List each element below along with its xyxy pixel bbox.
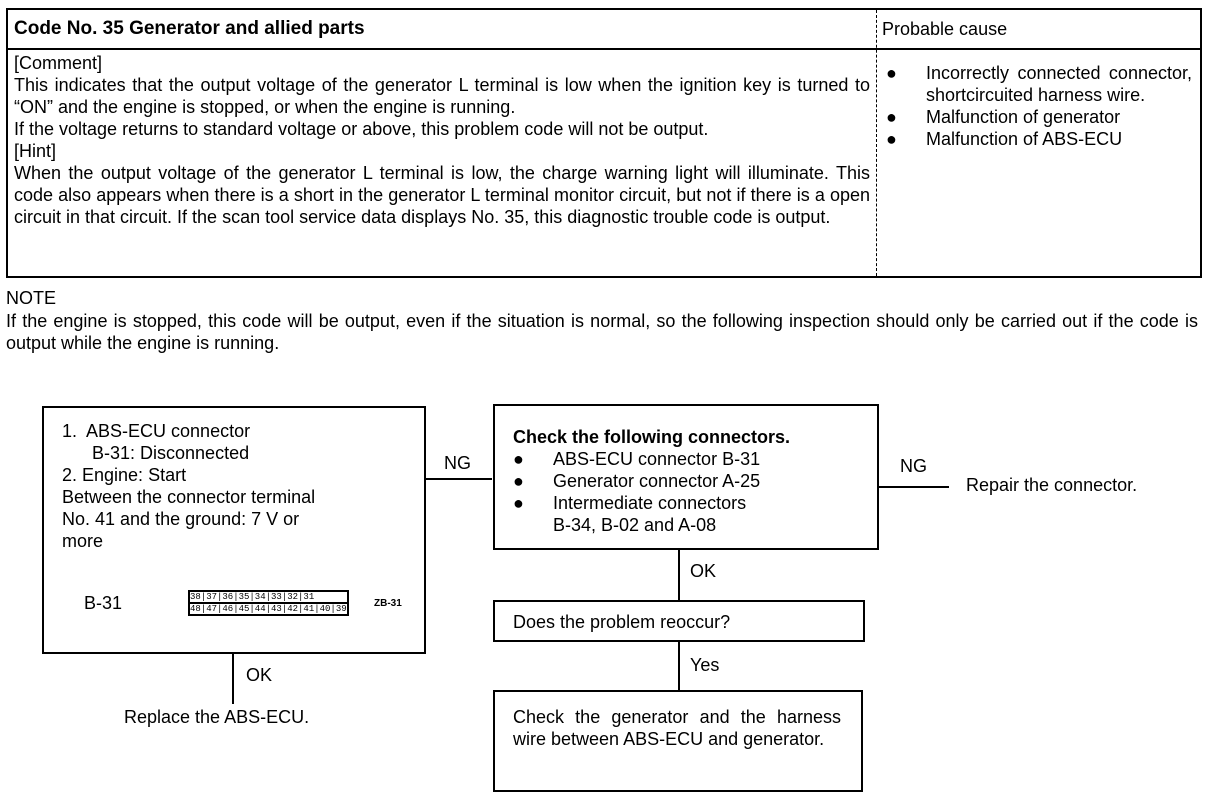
check-connectors-title: Check the following connectors. xyxy=(513,427,791,447)
box1-line: B-31: Disconnected xyxy=(62,443,250,463)
reoccur-question-box xyxy=(493,600,865,642)
connector-code: ZB-31 xyxy=(374,598,402,609)
inspection-box-1 xyxy=(42,406,426,654)
ng-label-1: NG xyxy=(444,453,471,473)
ng-label-2: NG xyxy=(900,456,927,476)
ok-label-1: OK xyxy=(246,665,273,685)
check-generator-text: Check the generator and the harness wire between ABS-ECU and generator. xyxy=(513,707,841,749)
box1-line: 1. ABS-ECU connector xyxy=(62,421,251,441)
ng-arrow-1 xyxy=(426,478,492,480)
table-title: Code No. 35 Generator and allied parts xyxy=(14,18,365,39)
hint-label: [Hint] xyxy=(14,141,57,161)
ng-arrow-2 xyxy=(879,486,949,488)
reoccur-question: Does the problem reoccur? xyxy=(513,612,731,632)
comment-section xyxy=(14,52,870,228)
probable-cause-header: Probable cause xyxy=(882,19,1008,39)
connector-pin-diagram xyxy=(188,590,349,616)
pins-bottom-row: 48|47|46|45|44|43|42|41|40|39 xyxy=(190,604,347,614)
cause-item: ● Malfunction of ABS-ECU xyxy=(886,129,1123,149)
box1-line: 2. Engine: Start xyxy=(62,465,187,485)
check-connectors-box xyxy=(493,404,879,550)
box1-line: Between the connector terminal xyxy=(62,487,316,507)
connector-item: ● ABS-ECU connector B-31 xyxy=(513,449,761,469)
connector-item: ● Intermediate connectors xyxy=(513,493,747,513)
replace-abs-ecu-text: Replace the ABS-ECU. xyxy=(124,707,310,727)
note-text: If the engine is stopped, this code will be output, even if the situation is normal, so the following inspection should only be carried out if the code is output while the engine is running. xyxy=(6,311,1198,353)
probable-causes xyxy=(886,62,1192,150)
diagnostic-code-table xyxy=(6,8,1202,278)
box1-line: No. 41 and the ground: 7 V or xyxy=(62,509,300,529)
check-generator-box xyxy=(493,690,863,792)
cause-item: ● Incorrectly connected connector, shortcircuited harness wire. xyxy=(886,63,1192,105)
ok-label-2: OK xyxy=(690,561,717,581)
table-header xyxy=(8,10,1200,50)
connector-label: B-31 xyxy=(84,593,123,613)
repair-connector-text: Repair the connector. xyxy=(966,475,1138,495)
comment-text-2: If the voltage returns to standard voltage or above, this problem code will not be output. xyxy=(14,119,709,139)
pins-top-row: 38|37|36|35|34|33|32|31 xyxy=(190,592,347,604)
yes-arrow xyxy=(678,642,680,690)
box1-line: more xyxy=(62,531,104,551)
ok-arrow-2 xyxy=(678,550,680,600)
ok-arrow-1 xyxy=(232,654,234,704)
yes-label: Yes xyxy=(690,655,720,675)
comment-text: This indicates that the output voltage of the generator L terminal is low when the ignition key is turned to “ON” and the engine is stopped, or when the engine is running. xyxy=(14,75,870,117)
connector-item: ● Generator connector A-25 xyxy=(513,471,761,491)
note-label: NOTE xyxy=(6,288,57,308)
cause-item: ● Malfunction of generator xyxy=(886,107,1121,127)
hint-text: When the output voltage of the generator L terminal is low, the charge warning light will illuminate. This code also appears when there is a short in the generator L terminal monitor circuit, but not if there is a open circuit in that circuit. If the scan tool service data displays No. 35, this diagnostic trouble code is output. xyxy=(14,163,870,227)
comment-label: [Comment] xyxy=(14,53,103,73)
connector-item: B-34, B-02 and A-08 xyxy=(553,515,717,535)
column-divider xyxy=(876,10,877,276)
